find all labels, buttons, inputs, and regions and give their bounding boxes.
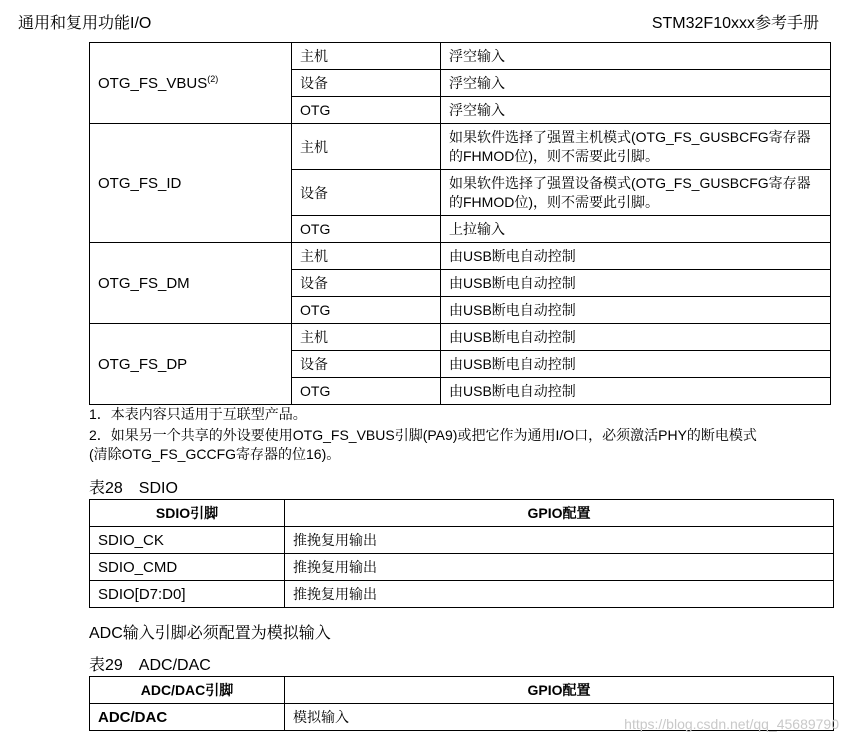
adc-table-caption: 表29 ADC/DAC (89, 657, 211, 674)
mode-cell: 设备 (292, 270, 441, 297)
pin-cell: ADC/DAC (90, 704, 285, 731)
page-header-section: 通用和复用功能I/O (18, 15, 152, 32)
mode-cell: 主机 (292, 243, 441, 270)
config-cell: 推挽复用输出 (285, 554, 834, 581)
table-row (90, 581, 834, 608)
footnote-ref: (2) (207, 74, 219, 84)
config-cell: 推挽复用输出 (285, 527, 834, 554)
mode-cell: 主机 (292, 124, 441, 170)
mode-cell: 设备 (292, 351, 441, 378)
config-cell: 上拉输入 (441, 216, 831, 243)
pin-otg-fs-dp: OTG_FS_DP (90, 324, 292, 405)
pin-otg-fs-id: OTG_FS_ID (90, 124, 292, 243)
pin-otg-fs-dm: OTG_FS_DM (90, 243, 292, 324)
config-cell: 由USB断电自动控制 (441, 351, 831, 378)
table-header-row (90, 500, 834, 527)
column-header-gpio: GPIO配置 (285, 677, 834, 704)
config-cell: 模拟输入 (285, 704, 834, 731)
config-cell: 由USB断电自动控制 (441, 378, 831, 405)
table-row (90, 324, 831, 351)
table-row (90, 43, 831, 70)
config-cell: 由USB断电自动控制 (441, 297, 831, 324)
page-header-manual: STM32F10xxx参考手册 (651, 15, 819, 32)
config-cell: 如果软件选择了强置主机模式(OTG_FS_GUSBCFG寄存器的FHMOD位)，则不需要此引脚。 (441, 124, 831, 170)
pin-otg-fs-vbus: OTG_FS_VBUS$^{(2)}$ (90, 43, 292, 124)
sdio-table (89, 499, 834, 608)
config-cell: 推挽复用输出 (285, 581, 834, 608)
pin-cell: SDIO[D7:D0] (90, 581, 285, 608)
pin-cell: SDIO_CK (90, 527, 285, 554)
footnote-1: 1．本表内容只适用于互联型产品。 (89, 406, 307, 422)
sdio-table-caption: 表28 SDIO (89, 480, 178, 497)
mode-cell: 设备 (292, 170, 441, 216)
config-cell: 浮空输入 (441, 43, 831, 70)
pin-cell: SDIO_CMD (90, 554, 285, 581)
column-header-pin: ADC/DAC引脚 (90, 677, 285, 704)
mode-cell: OTG (292, 378, 441, 405)
table-row (90, 124, 831, 170)
config-cell: 如果软件选择了强置设备模式(OTG_FS_GUSBCFG寄存器的FHMOD位)，则不需要此引脚。 (441, 170, 831, 216)
mode-cell: 主机 (292, 324, 441, 351)
mode-cell: OTG (292, 97, 441, 124)
config-cell: 浮空输入 (441, 97, 831, 124)
footnote-2: 2．如果另一个共享的外设要使用OTG_FS_VBUS引脚(PA9)或把它作为通用I/O口，必须激活PHY的断电模式 (89, 427, 757, 443)
mode-cell: 设备 (292, 70, 441, 97)
config-cell: 由USB断电自动控制 (441, 270, 831, 297)
watermark: https://blog.csdn.net/qq_45689790 (624, 716, 839, 732)
config-cell: 由USB断电自动控制 (441, 324, 831, 351)
config-cell: 由USB断电自动控制 (441, 243, 831, 270)
table-row (90, 243, 831, 270)
adc-requirement-text: ADC输入引脚必须配置为模拟输入 (89, 625, 331, 642)
mode-cell: 主机 (292, 43, 441, 70)
footnote-2-continued: (清除OTG_FS_GCCFG寄存器的位16)。 (89, 446, 341, 462)
table-row (90, 554, 834, 581)
otg-config-table (89, 42, 831, 405)
column-header-gpio: GPIO配置 (285, 500, 834, 527)
mode-cell: OTG (292, 297, 441, 324)
column-header-pin: SDIO引脚 (90, 500, 285, 527)
mode-cell: OTG (292, 216, 441, 243)
config-cell: 浮空输入 (441, 70, 831, 97)
table-header-row (90, 677, 834, 704)
table-row (90, 527, 834, 554)
